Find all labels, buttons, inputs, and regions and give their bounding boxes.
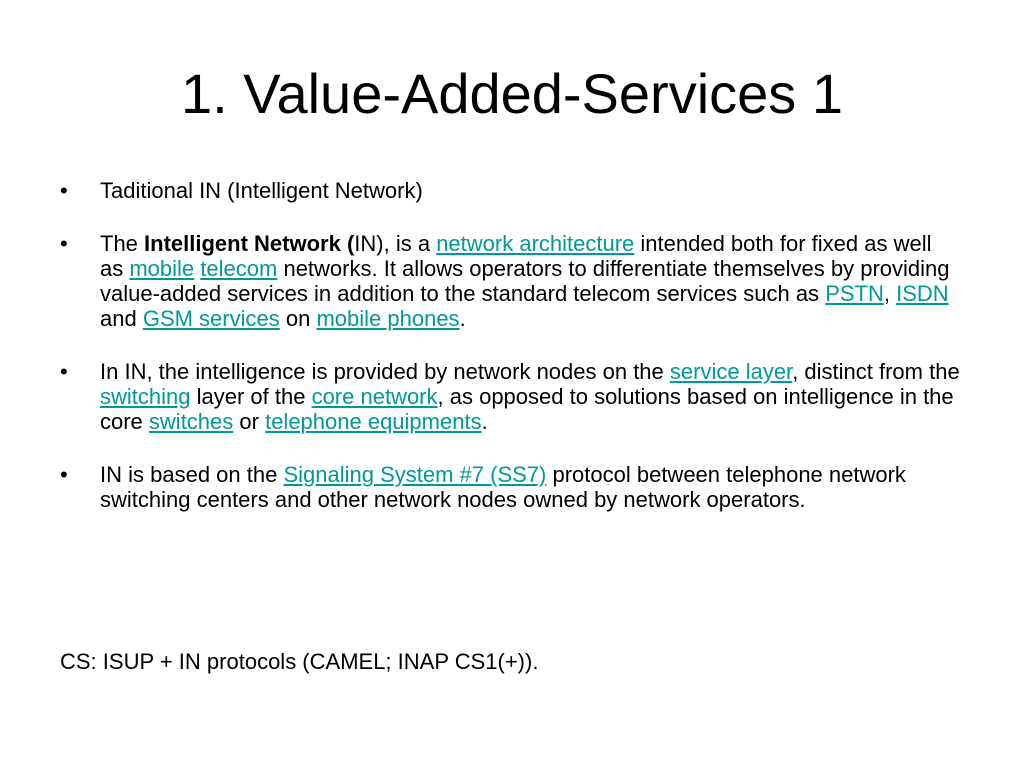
slide-title: 1. Value-Added-Services 1: [181, 62, 843, 125]
hyperlink-service-layer[interactable]: service layer: [669, 359, 793, 384]
text-run: or: [233, 409, 266, 434]
text-run: ,: [883, 281, 897, 306]
text-run: intended both for fixed as well as: [100, 231, 932, 281]
text-run: IN is based on the: [100, 462, 284, 487]
bold-term: Intelligent Network (: [144, 231, 355, 256]
bullet-icon: •: [60, 178, 68, 203]
hyperlink-pstn[interactable]: PSTN: [825, 281, 884, 306]
bullet-icon: •: [60, 462, 68, 487]
bullet-text: [100, 462, 906, 512]
bullet-item: [60, 359, 960, 434]
hyperlink-isdn[interactable]: ISDN: [896, 281, 949, 306]
hyperlink-network-architecture[interactable]: network architecture: [436, 231, 635, 256]
hyperlink-switching[interactable]: switching: [100, 384, 191, 409]
hyperlink-signaling-system-7-ss7[interactable]: Signaling System #7 (SS7): [283, 462, 547, 487]
bullet-text: [100, 231, 950, 331]
bullet-icon: •: [60, 231, 68, 256]
text-run: on: [279, 306, 317, 331]
text-run: , as opposed to solutions based on intelligence in the core: [100, 384, 954, 434]
hyperlink-telephone-equipments[interactable]: telephone equipments: [265, 409, 482, 434]
bullet-list: [60, 178, 960, 540]
hyperlink-switches[interactable]: switches: [148, 409, 234, 434]
text-run: In IN, the intelligence is provided by network nodes on the: [100, 359, 670, 384]
text-run: Taditional IN (Intelligent Network): [100, 178, 423, 203]
hyperlink-gsm-services[interactable]: GSM services: [142, 306, 280, 331]
text-run: .: [481, 409, 488, 434]
text-run: networks. It allows operators to differentiate themselves by providing value-added services in addition to the standard telecom services such as: [100, 256, 950, 306]
bullet-text: [100, 359, 960, 434]
footer-note: CS: ISUP + IN protocols (CAMEL; INAP CS1(+)).: [60, 649, 539, 674]
text-run: The: [100, 231, 145, 256]
text-run: .: [459, 306, 466, 331]
hyperlink-mobile-phones[interactable]: mobile phones: [316, 306, 460, 331]
hyperlink-core-network[interactable]: core network: [311, 384, 438, 409]
text-run: protocol between telephone network switching centers and other network nodes owned by network operators.: [100, 462, 906, 512]
bullet-icon: •: [60, 359, 68, 384]
hyperlink-mobile[interactable]: mobile: [129, 256, 195, 281]
bullet-text: [100, 178, 423, 203]
text-run: IN), is a: [354, 231, 437, 256]
bullet-item: [60, 462, 960, 512]
text-run: and: [100, 306, 143, 331]
bullet-item: [60, 231, 960, 331]
text-run: , distinct from the: [792, 359, 960, 384]
text-run: layer of the: [190, 384, 312, 409]
hyperlink-telecom[interactable]: telecom: [200, 256, 278, 281]
bullet-item: [60, 178, 960, 203]
